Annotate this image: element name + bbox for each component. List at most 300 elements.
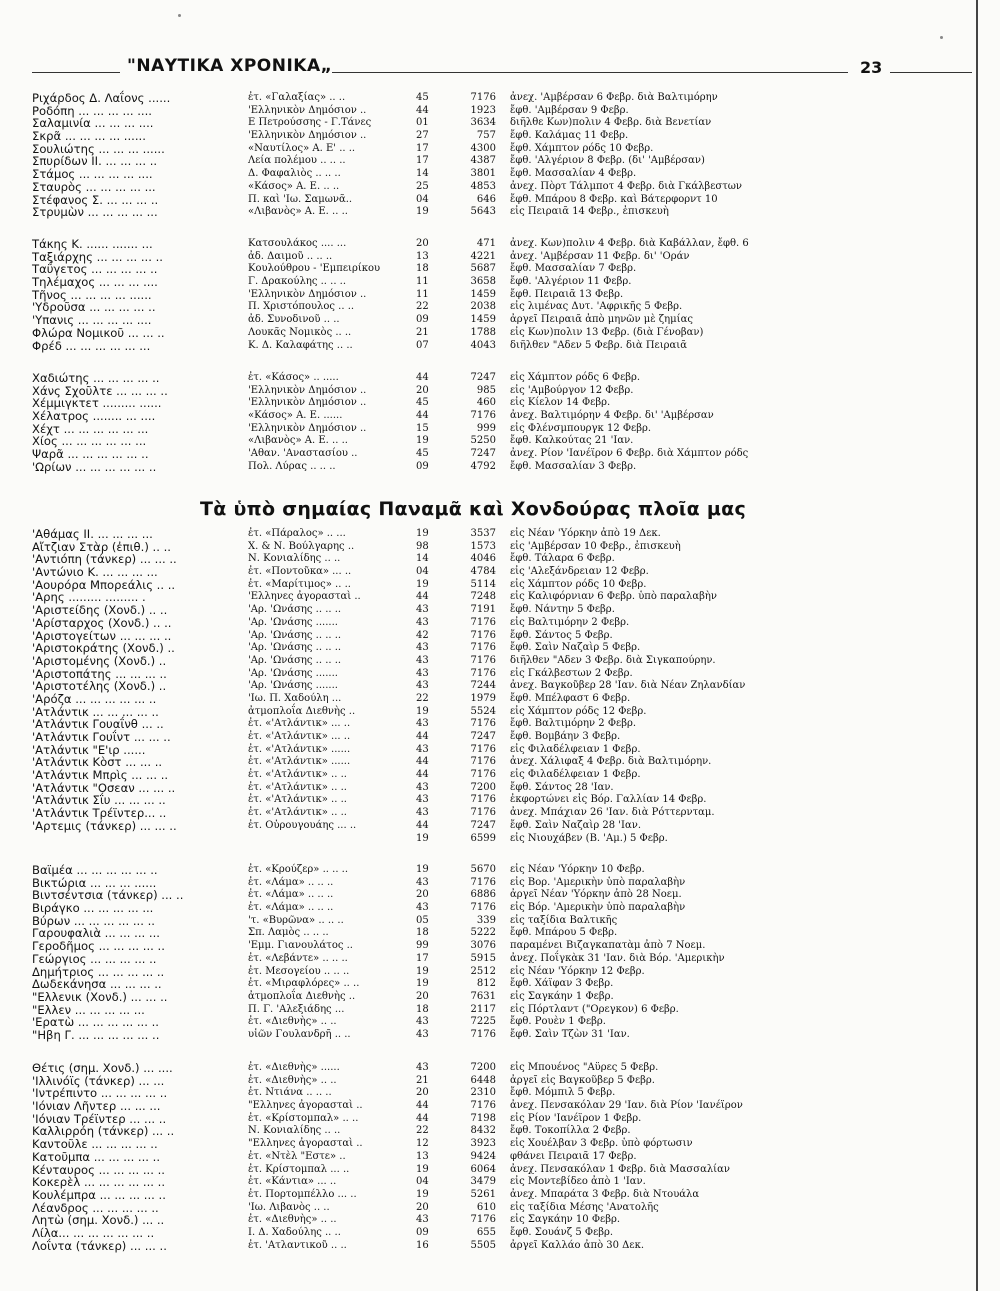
ship-row: [32, 655, 962, 668]
ship-name: Λέανδρος ... ... ... ... ..: [32, 1200, 159, 1215]
ship-name: Λοΐντα (τάνκερ) ... ... ..: [32, 1238, 167, 1253]
build-year: 27: [416, 130, 429, 142]
ship-name: 'Αρτεμις (τάνκερ) ... ... ..: [32, 818, 177, 833]
owner-agent: ἐτ. «Γαλαξίας» .. ..: [248, 92, 346, 103]
position-status: ἔφθ. Σαὶν Ναζαὶρ 28 'Ιαν.: [510, 819, 642, 831]
ship-name: Σπυρίδων ΙΙ. ... ... ... ..: [32, 154, 158, 169]
owner-agent: 'Αρ. 'Ωνάσης .. .. ..: [248, 654, 342, 666]
ship-name: Γεροδῆμος ... ... ... ... ..: [32, 939, 165, 954]
header-rule-right: [890, 72, 972, 73]
tonnage: 7176: [470, 769, 496, 781]
ship-name: Δωδεκάνησα ... ... ... ..: [32, 977, 162, 992]
position-status: εἰς ταξίδια Βαλτικῆς: [510, 914, 618, 926]
owner-agent: Π. Γ. 'Αλεξιάδης ...: [248, 1003, 345, 1015]
ship-name: Καλλιρρόη (τάνκερ) ... ..: [32, 1124, 175, 1139]
ship-name: Λητὼ (σημ. Χονδ.) ... ..: [32, 1213, 165, 1228]
tonnage: 7176: [470, 1214, 496, 1226]
position-status: ἔφθ. Βαλτιμόρην 2 Φεβρ.: [510, 718, 637, 730]
tonnage: 4387: [470, 155, 496, 167]
position-status: εἰς Χάμπτον ρόδς 6 Φεβρ.: [510, 372, 641, 383]
position-status: ἔφθ. Καλκούτας 21 'Ιαν.: [510, 435, 634, 447]
ship-row: [32, 1151, 962, 1164]
ship-name: 'Αριστομένης (Χονδ.) ..: [32, 653, 167, 668]
ship-row: [32, 372, 962, 385]
ship-row: [32, 680, 962, 693]
tonnage: 2512: [470, 965, 496, 977]
ship-row: [32, 953, 962, 966]
ship-name: 'Ατλάντικ Γουαΐνθ ... ..: [32, 717, 164, 732]
owner-agent: ἐτ. «Λάμα» .. .. ..: [248, 902, 334, 914]
ship-row: [32, 155, 962, 168]
ship-row: [32, 966, 962, 979]
build-year: 44: [416, 731, 429, 742]
build-year: 45: [416, 397, 429, 409]
section-heading: Τὰ ὑπὸ σημαίας Παναμᾶ καὶ Χονδούρας πλοῖα μας: [200, 498, 747, 520]
build-year: 09: [416, 314, 429, 326]
position-status: ἔφθ. Μασσαλίαν 7 Φεβρ.: [510, 263, 637, 275]
ship-row: [32, 1138, 962, 1151]
build-year: 18: [416, 263, 429, 275]
build-year: 19: [416, 832, 429, 844]
tonnage: 7225: [470, 1016, 496, 1028]
build-year: 43: [416, 1214, 429, 1226]
build-year: 44: [416, 372, 429, 383]
build-year: 22: [416, 301, 429, 313]
position-status: ἀνεχ. Πενσακόλαν 1 Φεβρ. διὰ Μασσαλίαν: [510, 1163, 730, 1175]
owner-agent: ἐτ. Πορτομπέλλο ... ..: [248, 1188, 357, 1200]
build-year: 45: [416, 448, 429, 460]
position-status: ἔφθ. Μπέλφαστ 6 Φεβρ.: [510, 692, 631, 704]
build-year: 43: [416, 1062, 429, 1073]
ship-name: Τάκης Κ. ...... ....... ...: [32, 237, 153, 251]
tonnage: 4784: [470, 566, 496, 578]
owner-agent: «Ναυτίλος» Α. Ε' .. ..: [248, 142, 356, 154]
build-year: 16: [416, 1239, 429, 1251]
ship-name: Χαδιώτης ... ... ... ... ..: [32, 371, 160, 385]
ship-row: [32, 289, 962, 302]
ship-row: [32, 435, 962, 448]
ship-name: Βύρων ... ... ... ... ... ..: [32, 913, 155, 928]
position-status: ἔφθ. Τάλαρα 6 Φεβρ.: [510, 553, 615, 565]
build-year: 98: [416, 540, 429, 552]
owner-agent: 'Αθαν. 'Αναστασίου ..: [248, 448, 358, 460]
build-year: 43: [416, 743, 429, 755]
ship-row: [32, 448, 962, 461]
owner-agent: Ι. Δ. Χαδούλης .. ..: [248, 1226, 341, 1238]
ship-table-x-group: [32, 372, 962, 474]
position-status: εἰς Σαγκάην 1 Φεβρ.: [510, 990, 614, 1002]
build-year: 43: [416, 718, 429, 730]
owner-agent: 'Ιω. Λιβανὸς .. ..: [248, 1201, 330, 1213]
build-year: 22: [416, 692, 429, 704]
build-year: 19: [416, 206, 429, 218]
tonnage: 1573: [470, 540, 496, 552]
position-status: εἰς Κων)πολιν 13 Φεβρ. (διὰ Γένοβαν): [510, 326, 704, 338]
build-year: 19: [416, 1188, 429, 1200]
ship-row: [32, 718, 962, 731]
ship-name: 'Ωρίων ... ... ... ... ... ..: [32, 459, 157, 474]
build-year: 44: [416, 819, 429, 831]
owner-agent: «Κάσος» Α. Ε. ......: [248, 410, 343, 422]
ship-name: Βιντσέντσια (τάνκερ) ... ..: [32, 888, 184, 903]
build-year: 43: [416, 1028, 429, 1040]
ship-row: [32, 820, 962, 833]
ship-row: [32, 276, 962, 289]
ship-table-a-group: [32, 528, 962, 845]
build-year: 19: [416, 965, 429, 977]
ship-name: 'Ατλάντικ Κὸστ ... ... ..: [32, 755, 163, 770]
tonnage: 1979: [470, 692, 496, 704]
ship-row: [32, 528, 962, 541]
position-status: εἰς Βορ. 'Αμερικὴν ὑπὸ παραλαβὴν: [510, 876, 686, 888]
owner-agent: 'Αρ. 'Ωνάσης .......: [248, 680, 338, 692]
ship-row: [32, 117, 962, 130]
position-status: ἔφθ. Μασσαλίαν 3 Φεβρ.: [510, 460, 637, 472]
build-year: 43: [416, 654, 429, 666]
position-status: εἰς 'Αλεξάνδρειαν 12 Φεβρ.: [510, 566, 649, 578]
position-status: ἔφθ. Βομβάην 3 Φεβρ.: [510, 731, 621, 742]
tonnage: 2310: [470, 1087, 496, 1099]
owner-agent: 'Αρ. 'Ωνάσης .......: [248, 667, 338, 679]
position-status: ἔφθ. Σαὶν Ναζαὶρ 5 Φεβρ.: [510, 642, 641, 654]
owner-agent: ἐτ. «Διεθνὴς» .. ..: [248, 1016, 337, 1028]
owner-agent: 'Ελληνικὸν Δημόσιον ..: [248, 422, 367, 434]
position-status: ἀνεχ. Ρίον 'Ιανέϊρον 6 Φεβρ. διὰ Χάμπτον ρόδς: [510, 448, 749, 460]
position-status: εἰς Νέαν 'Υόρκην 10 Φεβρ.: [510, 864, 645, 875]
ship-row: [32, 756, 962, 769]
tonnage: 8432: [470, 1125, 496, 1137]
ship-name: Στρυμὼν ... ... ... ... ...: [32, 205, 158, 220]
owner-agent: Π. Χριστόπουλος .. ..: [248, 301, 355, 313]
tonnage: 5261: [470, 1188, 496, 1200]
position-status: ἔφθ. Σάντος 5 Φεβρ.: [510, 629, 613, 641]
build-year: 17: [416, 952, 429, 964]
position-status: ἀνεχ. 'Αμβέρσαν 11 Φεβρ. δι' 'Οράν: [510, 250, 690, 262]
ship-row: [32, 833, 962, 846]
ship-name: Ταΰγετος ... ... ... ... ..: [32, 262, 158, 277]
ship-row: [32, 92, 962, 105]
tonnage: 4043: [470, 339, 496, 351]
ship-name: Αἴτζιαν Στὰρ (ἐπιθ.) .. ..: [32, 539, 171, 554]
ship-name: 'Αρης ......... ......... .: [32, 590, 146, 605]
build-year: 45: [416, 92, 429, 103]
position-status: ἔφθ. Σουάνζ 5 Φεβρ.: [510, 1226, 614, 1238]
ship-name: 'Υδροῦσα ... ... ... ... ..: [32, 300, 156, 315]
owner-agent: Πολ. Λύρας .. .. ..: [248, 460, 336, 472]
ship-row: [32, 693, 962, 706]
position-status: διῆλθεν "Αδεν 3 Φεβρ. διὰ Σιγκαπούρην.: [510, 654, 716, 666]
ship-name: Χίος ... ... ... ... ... ...: [32, 434, 147, 449]
build-year: 43: [416, 902, 429, 914]
position-status: ἐκφορτώνει εἰς Βόρ. Γαλλίαν 14 Φεβρ.: [510, 794, 707, 806]
owner-agent: 'Αρ. 'Ωνάσης .. .. ..: [248, 629, 342, 641]
ship-name: 'Ατλάντικ Γουΐντ ... ... ..: [32, 730, 171, 744]
owner-agent: 'τ. «Βυρῶνα» .. .. ..: [248, 914, 344, 926]
ship-name: 'Ερατὼ ... ... ... ... ... ..: [32, 1015, 159, 1030]
owner-agent: ἐτ. Μεσογείου .. .. ..: [248, 965, 350, 977]
ship-row: [32, 642, 962, 655]
tonnage: 7176: [470, 807, 496, 819]
build-year: 21: [416, 326, 429, 338]
build-year: 19: [416, 435, 429, 447]
position-status: εἰς Μοντεβίδεο ἀπὸ 1 'Ιαν.: [510, 1176, 646, 1188]
position-status: ἔφθ. Μπάρου 5 Φεβρ.: [510, 927, 618, 939]
build-year: 18: [416, 927, 429, 939]
ship-row: [32, 889, 962, 902]
build-year: 15: [416, 422, 429, 434]
tonnage: 7176: [470, 1100, 496, 1112]
position-status: ἀνεχ. Μπαράτα 3 Φεβρ. διὰ Ντουάλα: [510, 1188, 700, 1200]
position-status: εἰς Φλένσμπουργκ 12 Φεβρ.: [510, 422, 652, 434]
owner-agent: ἐτ. «Πάραλος» .. ...: [248, 528, 346, 539]
ship-name: 'Αριστείδης (Χονδ.) .. ..: [32, 603, 168, 618]
build-year: 04: [416, 566, 429, 578]
ship-row: [32, 731, 962, 744]
ship-row: [32, 1240, 962, 1253]
tonnage: 7247: [470, 819, 496, 831]
ship-name: 'Ατλάντικ Τρέϊντερ... ..: [32, 806, 167, 821]
build-year: 17: [416, 142, 429, 154]
build-year: 18: [416, 1003, 429, 1015]
ship-row: [32, 314, 962, 327]
ship-name: Γαρουφαλιὰ ... ... ... ...: [32, 926, 160, 941]
owner-agent: ἐτ. Οὐρουγουάης ... ..: [248, 819, 357, 831]
ship-name: Χάνς Σχοῦλτε ... ... ... ..: [32, 383, 168, 398]
position-status: ἀνεχ. Χάλιφαξ 4 Φεβρ. διὰ Βαλτιμόρην.: [510, 756, 712, 768]
position-status: εἰς Φιλαδέλφειαν 1 Φεβρ.: [510, 743, 641, 755]
owner-agent: ἐτ. «'Ατλάντικ» ... ..: [248, 731, 351, 742]
tonnage: 4221: [470, 250, 496, 262]
tonnage: 7176: [470, 654, 496, 666]
ship-name: 'Ατλάντικ "Οσεαν ... ... ..: [32, 780, 176, 795]
ship-row: [32, 130, 962, 143]
ship-row: [32, 1202, 962, 1215]
owner-agent: 'Ελληνικὸν Δημόσιον ..: [248, 104, 367, 116]
tonnage: 757: [476, 130, 496, 142]
ship-name: Ροδόπη ... ... ... ... ....: [32, 103, 152, 118]
ship-name: Σουλιώτης ... ... ... ......: [32, 141, 165, 156]
build-year: 20: [416, 1201, 429, 1213]
ship-row: [32, 397, 962, 410]
build-year: 09: [416, 1226, 429, 1238]
build-year: 07: [416, 339, 429, 351]
owner-agent: ἐτ. «Κάντια» ... ..: [248, 1176, 337, 1188]
ship-row: [32, 927, 962, 940]
ship-name: 'Ατλάντικ "Ε'ιρ ......: [32, 742, 146, 757]
publication-title: "ΝΑΥΤΙΚΑ ΧΡΟΝΙΚΑ„: [127, 56, 333, 76]
owner-agent: «Λιβανὸς» Α. Ε. .. ..: [248, 206, 348, 218]
ship-row: [32, 1029, 962, 1042]
ship-table-s-group: [32, 92, 962, 219]
ship-row: [32, 263, 962, 276]
scan-speck: [178, 14, 181, 17]
owner-agent: Κατσουλάκος .... ...: [248, 238, 347, 249]
ship-name: 'Αθάμας ΙΙ. ... ... ... ...: [32, 527, 153, 541]
tonnage: 610: [476, 1201, 496, 1213]
position-status: εἰς Βόρ. 'Αμερικὴν ὑπὸ παραλαβὴν: [510, 902, 686, 914]
tonnage: 4792: [470, 460, 496, 472]
ship-row: [32, 206, 962, 219]
tonnage: 3076: [470, 940, 496, 952]
position-status: φθάνει Πειραιᾶ 17 Φεβρ.: [510, 1150, 637, 1162]
tonnage: 471: [476, 238, 496, 249]
build-year: 44: [416, 756, 429, 768]
position-status: ἔφθ. 'Αλγέριον 8 Φεβρ. (δι' 'Αμβέρσαν): [510, 155, 705, 167]
ship-name: 'Αρίσταρχος (Χονδ.) .. ..: [32, 615, 172, 630]
owner-agent: ἐτ. «Λεβάντε» .. .. ..: [248, 952, 348, 964]
ship-name: Στέφανος Σ. ... ... ... ..: [32, 192, 159, 207]
tonnage: 7247: [470, 372, 496, 383]
build-year: 21: [416, 1074, 429, 1086]
position-status: ἀνεχ. Μπάχιαν 26 'Ιαν. διὰ Ρόττερνταμ.: [510, 807, 715, 819]
build-year: 44: [416, 1112, 429, 1124]
position-status: εἰς Ρίον 'Ιανέϊρον 1 Φεβρ.: [510, 1112, 642, 1124]
tonnage: 6599: [470, 832, 496, 844]
tonnage: 3923: [470, 1138, 496, 1150]
build-year: 43: [416, 794, 429, 806]
owner-agent: 'Ελληνικὸν Δημόσιον ..: [248, 397, 367, 409]
ship-name: Κουλέμπρα ... ... ... ... ..: [32, 1187, 166, 1202]
owner-agent: ἐτ. 'Ατλαντικοῦ .. ..: [248, 1239, 347, 1251]
ship-name: Κένταυρος ... ... ... ... ..: [32, 1162, 165, 1177]
tonnage: 7200: [470, 781, 496, 793]
build-year: 43: [416, 1016, 429, 1028]
tonnage: 460: [476, 397, 496, 409]
tonnage: 339: [476, 914, 496, 926]
ship-row: [32, 327, 962, 340]
tonnage: 5222: [470, 927, 496, 939]
position-status: εἰς Νέαν 'Υόρκην ἀπὸ 19 Δεκ.: [510, 528, 661, 539]
owner-agent: Γ. Δρακούλης .. .. ..: [248, 276, 347, 288]
position-status: εἰς ταξίδια Μέσης 'Ανατολῆς: [510, 1201, 659, 1213]
owner-agent: 'Αρ. 'Ωνάσης .......: [248, 616, 338, 628]
build-year: 20: [416, 384, 429, 396]
ship-name: Φρέδ ... ... ... ... ... ...: [32, 338, 151, 353]
position-status: εἰς Βαλτιμόρην 2 Φεβρ.: [510, 616, 630, 628]
owner-agent: Ε Πετρούσσης - Γ.Τάνες: [248, 117, 372, 129]
ship-row: [32, 794, 962, 807]
position-status: ἔφθ. Ρουὲν 1 Φεβρ.: [510, 1016, 606, 1028]
tonnage: 1459: [470, 288, 496, 300]
ship-row: [32, 410, 962, 423]
position-status: ἀργεῖ Πειραιᾶ ἀπὸ μηνῶν μὲ ζημίας: [510, 314, 693, 326]
position-status: εἰς Φιλαδέλφειαν 1 Φεβρ.: [510, 769, 641, 781]
build-year: 19: [416, 978, 429, 990]
owner-agent: ἐτ. «Λάμα» .. .. ..: [248, 889, 334, 901]
tonnage: 7176: [470, 718, 496, 730]
build-year: 20: [416, 238, 429, 249]
tonnage: 7247: [470, 448, 496, 460]
ship-row: [32, 461, 962, 474]
ship-row: [32, 105, 962, 118]
position-status: εἰς Σαγκάην 10 Φεβρ.: [510, 1214, 621, 1226]
position-status: εἰς Νιουχάβεν (Β. 'Αμ.) 5 Φεβρ.: [510, 832, 668, 844]
position-status: ἀνεχ. Πὸρτ Τάλμποτ 4 Φεβρ. διὰ Γκάλβεστων: [510, 180, 742, 192]
ship-row: [32, 864, 962, 877]
ship-row: [32, 579, 962, 592]
page-number: 23: [860, 58, 883, 77]
ship-row: [32, 340, 962, 353]
ship-name: Σκρᾶ ... ... ... ... ......: [32, 129, 146, 144]
tonnage: 6064: [470, 1163, 496, 1175]
owner-agent: Π. καὶ 'Ιω. Σαμωνᾶ..: [248, 193, 353, 205]
ship-name: 'Ιόνιαν Τρέϊντερ ... ... ..: [32, 1111, 167, 1126]
ship-row: [32, 1125, 962, 1138]
owner-agent: ἐτ. Κρίστομπαλ ... ..: [248, 1163, 350, 1175]
position-status: ἀργεῖ Νέαν 'Υόρκην ἀπὸ 28 Νοεμ.: [510, 889, 682, 901]
ship-row: [32, 1004, 962, 1017]
tonnage: 7176: [470, 629, 496, 641]
tonnage: 5915: [470, 952, 496, 964]
build-year: 19: [416, 1163, 429, 1175]
build-year: 43: [416, 667, 429, 679]
build-year: 09: [416, 460, 429, 472]
ship-row: [32, 553, 962, 566]
ship-name: 'Αριστοκράτης (Χονδ.) ..: [32, 641, 175, 656]
owner-agent: Λουκᾶς Νομικὸς .. ..: [248, 326, 352, 338]
ship-name: Ριχάρδος Δ. Λαΐονς ......: [32, 91, 171, 105]
ship-name: Χέμμιγκτετ ......... ......: [32, 396, 162, 411]
tonnage: 7176: [470, 756, 496, 768]
owner-agent: ἐτ. «Κρίστομπαλ» .. ..: [248, 1112, 359, 1124]
owner-agent: "Ελληνες ἀγορασταὶ ..: [248, 1138, 363, 1150]
position-status: εἰς 'Αμβούργον 12 Φεβρ.: [510, 384, 634, 396]
ship-name: Θέτις (σημ. Χονδ.) ... ....: [32, 1061, 173, 1075]
position-status: ἀνεχ. Βαγκοῦβερ 28 'Ιαν. διὰ Νέαν Ζηλανδίαν: [510, 680, 746, 692]
owner-agent: ἐτ. «Κρούζερ» .. .. ..: [248, 864, 349, 875]
tonnage: 655: [476, 1226, 496, 1238]
build-year: 43: [416, 642, 429, 654]
tonnage: 5524: [470, 705, 496, 717]
ship-name: Κατοῦμπα ... ... ... ... ..: [32, 1149, 161, 1164]
owner-agent: 'Ιω. Π. Χαδούλη ...: [248, 692, 342, 704]
owner-agent: ἐτ. «'Ατλάντικ» .. ..: [248, 794, 347, 806]
position-status: εἰς Πόρτλαντ ("Ορεγκον) 6 Φεβρ.: [510, 1003, 679, 1015]
owner-agent: Ν. Κονιαλίδης .. ..: [248, 553, 341, 565]
ship-name: 'Αντώνιο Κ. ... ... ... ...: [32, 565, 158, 580]
ship-row: [32, 194, 962, 207]
tonnage: 1459: [470, 314, 496, 326]
tonnage: 4046: [470, 553, 496, 565]
ship-name: 'Ιντρέπιντο ... ... ... ... ..: [32, 1086, 168, 1101]
owner-agent: 'Αρ. 'Ωνάσης .. .. ..: [248, 642, 342, 654]
position-status: εἰς Καλιφόρνιαν 6 Φεβρ. ὑπὸ παραλαβὴν: [510, 591, 717, 603]
ship-name: Βικτώρια ... ... ... ......: [32, 875, 157, 890]
ship-name: Χέλατρος ........ ... ....: [32, 409, 156, 424]
position-status: ἔφθ. Τοκοπίλλα 2 Φεβρ.: [510, 1125, 631, 1137]
owner-agent: Δ. Φαφαλιὸς .. .. ..: [248, 168, 341, 180]
owner-agent: ἐτ. «Διεθνὴς» .. ..: [248, 1074, 337, 1086]
ship-row: [32, 744, 962, 757]
ship-row: [32, 143, 962, 156]
build-year: 14: [416, 168, 429, 180]
build-year: 19: [416, 705, 429, 717]
position-status: εἰς 'Αμβέρσαν 10 Φεβρ., ἐπισκευὴ: [510, 540, 681, 552]
owner-agent: 'Ελληνικὸν Δημόσιον ..: [248, 288, 367, 300]
position-status: ἀργεῖ εἰς Βαγκοῦβερ 5 Φεβρ.: [510, 1074, 655, 1086]
ship-row: [32, 1100, 962, 1113]
owner-agent: ἐτ. «Διεθνὴς» ......: [248, 1062, 340, 1073]
owner-agent: ἐτ. Ντιάνα .. .. ..: [248, 1087, 332, 1099]
ship-name: Βαϊμέα ... ... ... ... ... ..: [32, 863, 158, 877]
ship-name: 'Ατλάντικ ... ... ... ... ..: [32, 704, 159, 719]
position-status: εἰς λιμένας Δυτ. 'Αφρικῆς 5 Φεβρ.: [510, 301, 683, 313]
ship-row: [32, 1062, 962, 1075]
ship-name: 'Ατλάντικ Σΐυ ... ... ... ..: [32, 793, 166, 808]
ship-name: Βιράγκο ... ... ... ... ...: [32, 901, 154, 916]
owner-agent: ἐτ. «Μαρίτιμος» .. ..: [248, 578, 351, 590]
ship-row: [32, 807, 962, 820]
